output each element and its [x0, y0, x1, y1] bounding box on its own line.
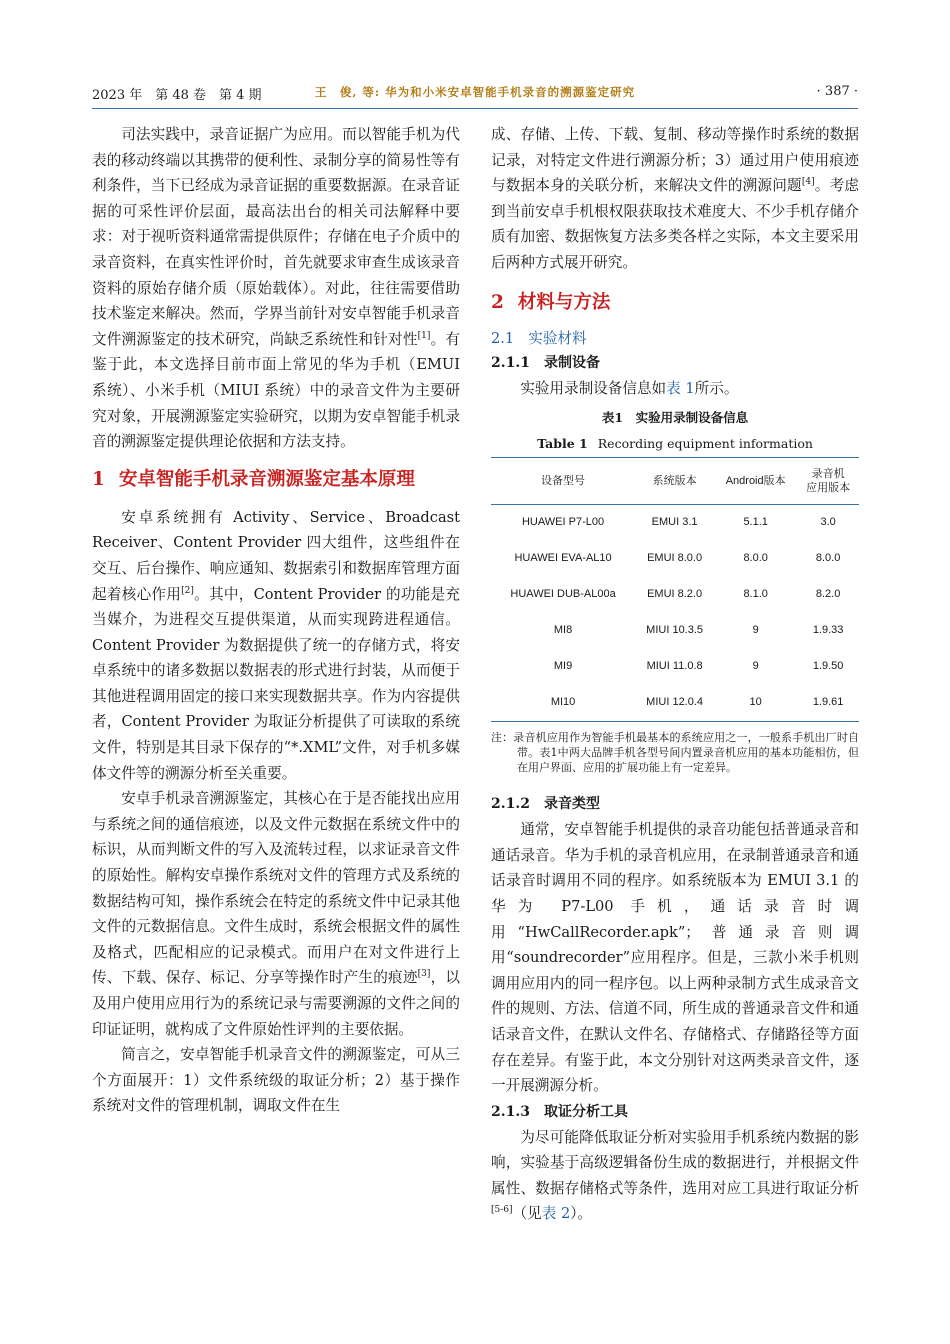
table-2-link[interactable]: 表 2	[541, 1205, 571, 1223]
table-row: HUAWEI P7-L00 EMUI 3.1 5.1.1 3.0	[521, 516, 836, 529]
table-row: MI9 MIUI 11.0.8 9 1.9.50	[553, 660, 844, 673]
table-header: 录音机 应用版本	[797, 458, 859, 505]
paragraph-forensic-tools: 为尽可能降低取证分析对实验用手机系统内数据的影响，实验基于高级逻辑备份生成的数据进行，并根据文件属性、数据存储格式等条件，选用对应工具进行取证分析[5-6]（见表 2）。	[491, 1128, 859, 1223]
section-2-1-3-heading: 2.1.3 取证分析工具	[491, 1103, 628, 1120]
table-caption-cn: 表1 实验用录制设备信息	[601, 410, 749, 426]
table-header: 设备型号	[491, 458, 635, 505]
paragraph-core: 安卓手机录音溯源鉴定，其核心在于是否能找出应用与系统之间的通信痕迹，以及文件元数据在系统文件中的标识，从而判断文件的写入及流转过程，以求证录音文件的原始性。解构安卓操作系统对文件的管理方式及系统的数据结构可知，操作系统会在特定的系统文件中记录其他文件的元数据信息。文件生成时，系统会根据文件的属性及格式，匹配相应的记录模式。而用户在对文件进行上传、下载、保存、标记、分享等操作时产生的痕迹[3]，以及用户使用应用行为的系统记录与需要溯源的文件之间的印证证明，就构成了文件原始性评判的主要依据。	[92, 790, 460, 1038]
table-row: MI8 MIUI 10.3.5 9 1.9.33	[553, 624, 844, 637]
citation: [3]	[417, 969, 431, 980]
equipment-table	[491, 457, 859, 722]
paragraph-summary: 简言之，安卓智能手机录音文件的溯源鉴定，可从三个方面展开：1）文件系统级的取证分析；2）基于操作系统对文件的管理机制，调取文件在生	[92, 1046, 460, 1115]
citation: [1]	[417, 330, 431, 341]
paragraph-devices: 实验用录制设备信息如表 1所示。	[520, 379, 739, 397]
left-column	[92, 122, 460, 1119]
right-column	[491, 122, 859, 1227]
page-header	[92, 82, 858, 109]
section-2-1-heading: 2.1 实验材料	[491, 329, 587, 347]
table-row: HUAWEI EVA-AL10 EMUI 8.0.0 8.0.0 8.0.0	[514, 552, 841, 565]
table-caption-en: Table 1 Recording equipment information	[537, 436, 813, 452]
citation: [5-6]	[491, 1205, 513, 1216]
section-2-1-1-heading: 2.1.1 录制设备	[491, 354, 600, 371]
paragraph-components: 安卓系统拥有 Activity、Service、Broadcast Receiver、Content Provider 四大组件，这些组件在交互、后台操作、响应通知、数据索引和数据库管理方面起着核心作用[2]。其中，Content Provider 的功能是充当媒介，为进程交互提供渠道，从而实现跨进程通信。Content Provider 为数据提供了统一的存储方式，将安卓系统中的诸多数据以数据表的形式进行封装，从而便于其他进程调用固定的接口来实现数据共享。作为内容提供者，Content Provider 为取证分析提供了可读取的系统文件，特别是其目录下保存的“*.XML”文件，对手机多媒体文件等的溯源分析至关重要。	[92, 508, 460, 782]
section-1-heading: 1 安卓智能手机录音溯源鉴定基本原理	[92, 468, 415, 490]
table-1-link[interactable]: 表 1	[666, 379, 695, 397]
table-header: 系统版本	[635, 458, 714, 505]
paragraph-summary-cont: 成、存储、上传、下载、复制、移动等操作时系统的数据记录，对特定文件进行溯源分析；3）通过用户使用痕迹与数据本身的关联分析，来解决文件的溯源问题[4]。考虑到当前安卓手机根权限获取技术难度大、不少手机存储介质有加密、数据恢复方法多类各样之实际，本文主要采用后两种方式展开研究。	[491, 126, 859, 271]
table-row: HUAWEI DUB-AL00a EMUI 8.2.0 8.1.0 8.2.0	[510, 588, 841, 601]
page-number: · 387 ·	[816, 84, 858, 99]
paragraph-intro: 司法实践中，录音证据广为应用。而以智能手机为代表的移动终端以其携带的便利性、录制分享的简易性等有利条件，当下已经成为录音证据的重要数据源。在录音证据的可采性评价层面，最高法出台的相关司法解释中要求：对于视听资料通常需提供原件；存储在电子介质中的录音资料，在真实性评价时，首先就要求审查生成该录音资料的原始存储介质（原始载体）。对此，往往需要借助技术鉴定来解决。然而，学界当前针对安卓智能手机录音文件溯源鉴定的技术研究，尚缺乏系统性和针对性[1]。有鉴于此，本文选择目前市面上常见的华为手机（EMUI 系统）、小米手机（MIUI 系统）中的录音文件为主要研究对象，开展溯源鉴定实验研究，以期为安卓智能手机录音的溯源鉴定提供理论依据和方法支持。	[92, 126, 460, 451]
citation: [4]	[801, 177, 815, 188]
table-header: Android版本	[714, 458, 797, 505]
section-2-heading: 2 材料与方法	[491, 291, 611, 313]
journal-issue: 2023 年 第 48 卷 第 4 期	[92, 88, 262, 103]
citation: [2]	[181, 585, 194, 596]
paragraph-recording-types: 通常，安卓智能手机提供的录音功能包括普通录音和通话录音。华为手机的录音机应用，在录制普通录音和通话录音时调用不同的程序。如系统版本为 EMUI 3.1 的华为 P7-L00 手机，通话录音时调用“HwCallRecorder.apk”；普通录音则调用“soundrecorder”应用程序。但是，三款小米手机则调用应用内的同一程序包。以上两种录制方式生成录音文件的规则、方法、信道不同，所生成的普通录音文件和通话录音文件，在默认文件名、存储格式、存储路径等方面存在差异。有鉴于此，本文分别针对这两类录音文件，逐一开展溯源分析。	[491, 821, 859, 1095]
table-row: MI10 MIUI 12.0.4 10 1.9.61	[491, 685, 859, 722]
running-title: 王 俊, 等: 华为和小米安卓智能手机录音的溯源鉴定研究	[314, 85, 636, 99]
table-note: 注：录音机应用作为智能手机最基本的系统应用之一，一般系手机出厂时自带。表1中两大品牌手机各型号间内置录音机应用的基本功能相仿，但在用户界面、应用的扩展功能上有一定差异。	[491, 731, 859, 775]
section-2-1-2-heading: 2.1.2 录音类型	[491, 796, 600, 813]
